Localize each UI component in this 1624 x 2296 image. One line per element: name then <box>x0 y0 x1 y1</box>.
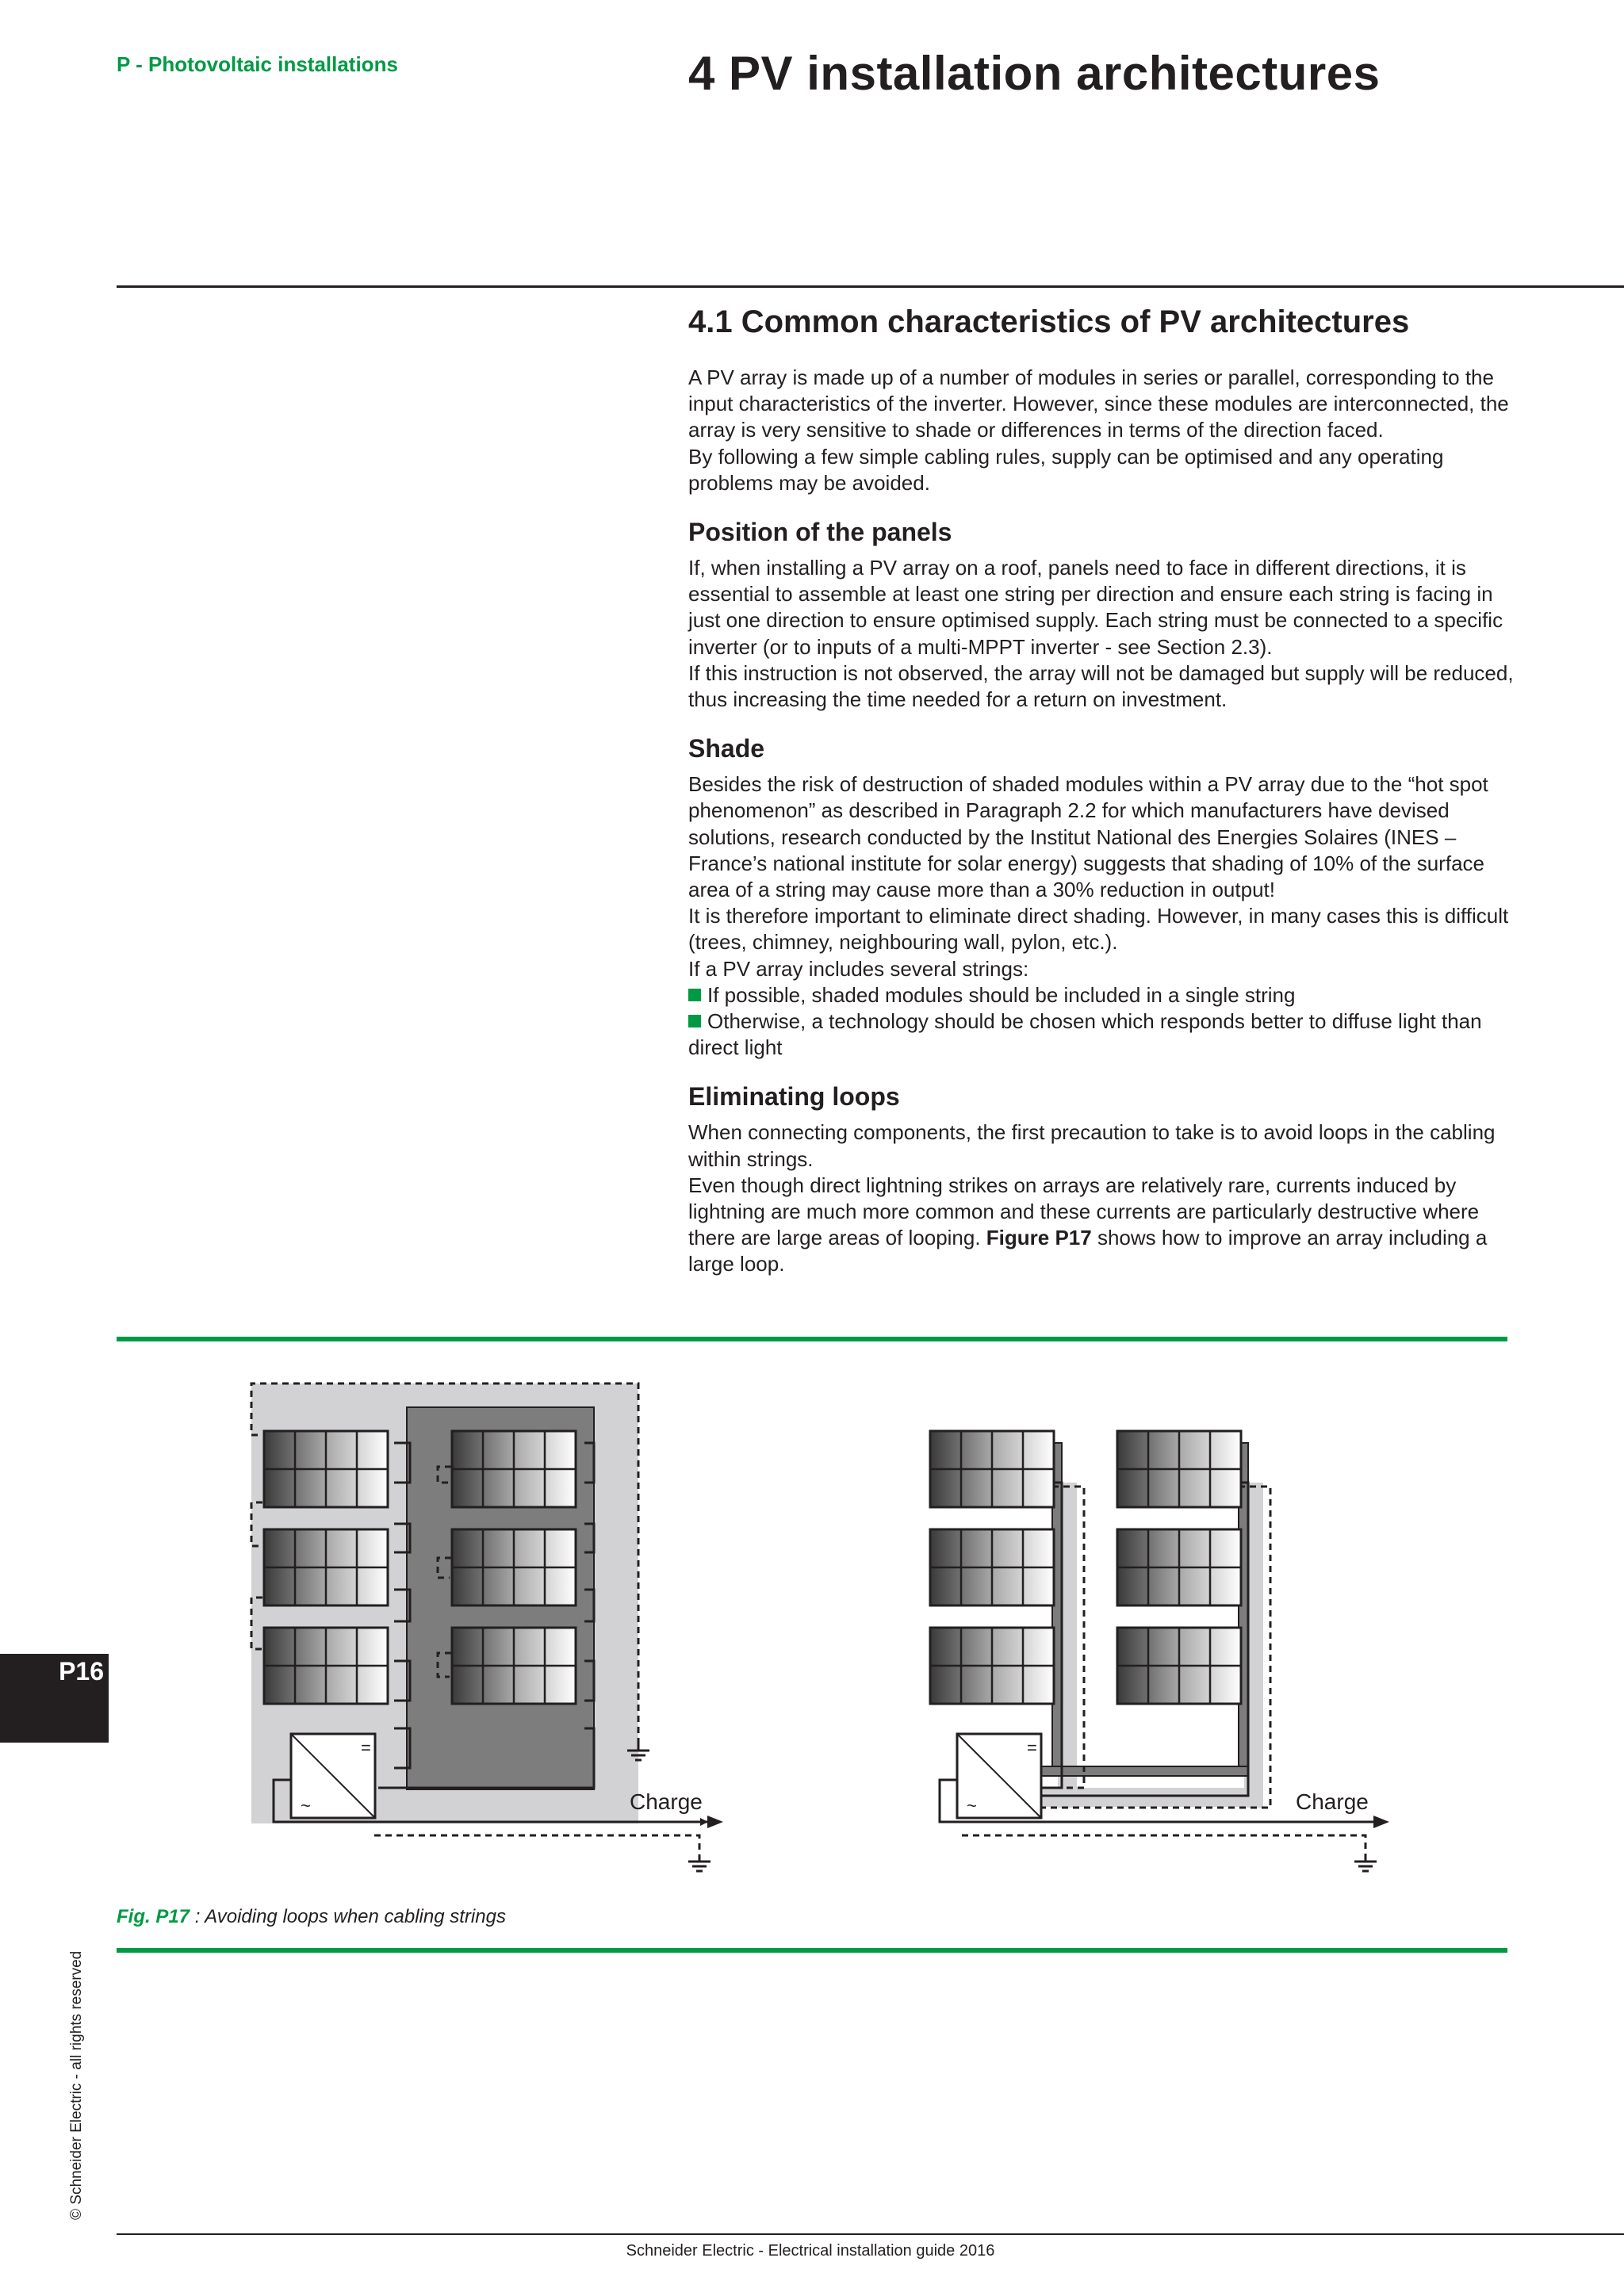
left-charge-label: Charge <box>630 1789 703 1814</box>
shade-paragraph: It is therefore important to eliminate direct shading. However, in many cases this is difficult (trees, chimney, neighbouring wall, pylon, etc.). <box>688 904 1509 955</box>
square-bullet-icon <box>688 1015 701 1027</box>
section-tag: P - Photovoltaic installations <box>117 52 398 76</box>
bullet-item: Otherwise, a technology should be chosen which responds better to diffuse light than direct light <box>688 1009 1482 1060</box>
figure-top-rule <box>117 1337 1507 1341</box>
right-charge-label: Charge <box>1296 1789 1369 1814</box>
position-paragraph: If this instruction is not observed, the array will not be damaged but supply will be reduced, thus increasing the time needed for a return on investment. <box>688 660 1514 712</box>
figure-number: Fig. P17 <box>117 1906 190 1927</box>
dc-symbol: = <box>1027 1738 1037 1758</box>
loops-paragraph: When connecting components, the first precaution to take is to avoid loops in the cabling within strings. <box>688 1120 1496 1171</box>
loops-paragraph: Even though direct lightning strikes on arrays are relatively rare, currents induced by lightning are much more common and these currents are particularly destructive where there are large areas of looping. Figure P17 shows how to improve an array including a large loop. <box>688 1173 1488 1276</box>
intro-paragraph: A PV array is made up of a number of modules in series or parallel, corresponding to the input characteristics of the inverter. However, since these modules are interconnected, the array is very sensitive to shade or differences in terms of the direction faced. <box>688 365 1509 442</box>
main-content <box>688 300 1521 1278</box>
intro-paragraph: By following a few simple cabling rules, supply can be optimised and any operating problems may be avoided. <box>688 444 1444 495</box>
dc-symbol: = <box>361 1738 371 1758</box>
footer-rule <box>117 2233 1624 2235</box>
position-heading: Position of the panels <box>688 518 952 547</box>
footer: Schneider Electric - Electrical installation guide 2016 <box>626 2242 995 2260</box>
figure-reference: Figure P17 <box>986 1226 1092 1250</box>
page-number: P16 <box>59 1657 104 1686</box>
shade-paragraph: Besides the risk of destruction of shaded modules within a PV array due to the “hot spot phenomenon” as described in Paragraph 2.2 for which manufacturers have devised solutions, research conducted by the Institut National des Energies Solaires (INES – France’s national institute for solar energy) suggests that shading of 10% of the surface area of a string may cause more than a 30% reduction in output! <box>688 772 1488 902</box>
section-heading: 4.1 Common characteristics of PV architectures <box>688 304 1410 339</box>
chapter-title: 4 PV installation architectures <box>688 47 1381 100</box>
right-diagram <box>930 1431 1389 1871</box>
ac-symbol: ~ <box>301 1796 311 1816</box>
bullet-item: If possible, shaded modules should be included in a single string <box>688 982 1521 1008</box>
page-number-tab <box>0 1654 109 1743</box>
left-diagram <box>251 1383 723 1871</box>
figure-bottom-rule <box>117 1948 1507 1953</box>
copyright-notice: © Schneider Electric - all rights reserved <box>68 1950 85 2220</box>
figure-caption: Fig. P17 : Avoiding loops when cabling strings <box>117 1906 506 1927</box>
square-bullet-icon <box>688 989 701 1001</box>
loops-heading: Eliminating loops <box>688 1082 900 1112</box>
shade-heading: Shade <box>688 734 765 763</box>
shade-paragraph: If a PV array includes several strings: <box>688 956 1029 981</box>
header-rule <box>117 285 1624 288</box>
figure-p17 <box>117 1348 1507 1887</box>
position-paragraph: If, when installing a PV array on a roof, panels need to face in different directions, it is essential to assemble at least one string per direction and ensure each string is facing in just one direction to ensure optimised supply. Each string must be connected to a specific inverter (or to inputs of a multi-MPPT inverter - see Section 2.3). <box>688 556 1503 659</box>
ac-symbol: ~ <box>967 1796 977 1816</box>
